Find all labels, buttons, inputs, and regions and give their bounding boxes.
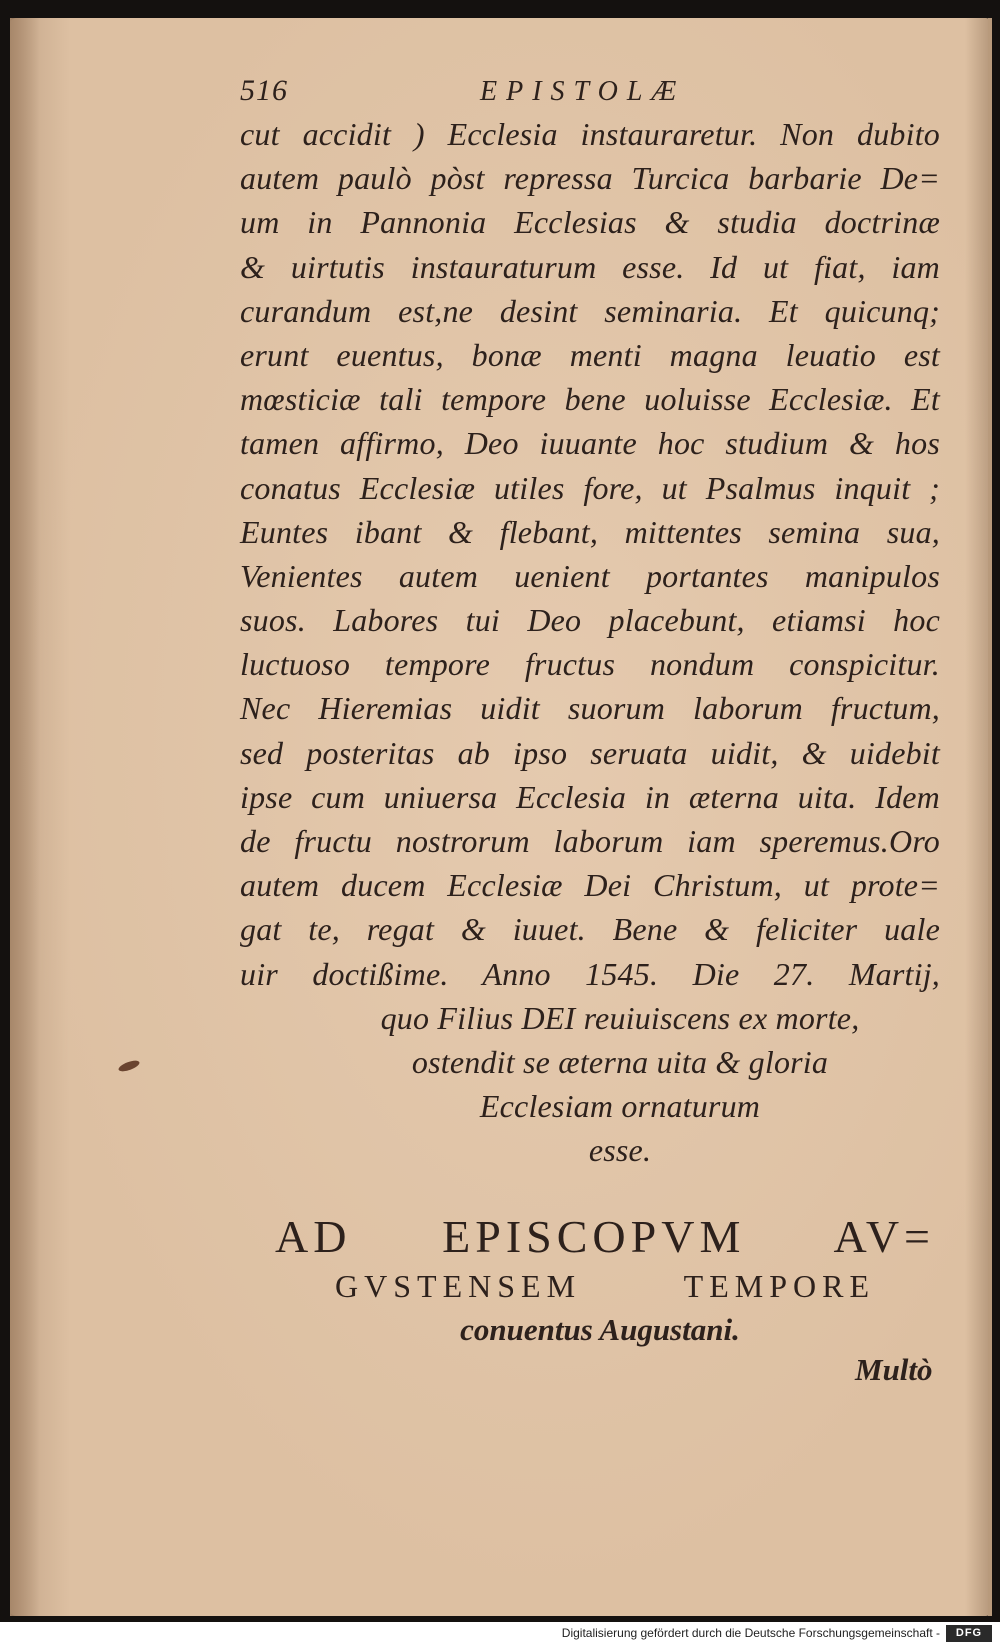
text-line: luctuoso tempore fructus nondum conspicitur. bbox=[240, 646, 940, 683]
text-line: uir doctißime. Anno 1545. Die 27. Martij, bbox=[240, 955, 940, 992]
text-line: & uirtutis instauraturum esse. Id ut fiat, iam bbox=[240, 248, 940, 285]
text-line: sed posteritas ab ipso seruata uidit, & uidebit bbox=[240, 734, 940, 771]
text-line: de fructu nostrorum laborum iam speremus.Oro bbox=[240, 823, 940, 859]
page-edge bbox=[988, 18, 992, 1616]
dfg-logo: DFG bbox=[946, 1625, 992, 1642]
closing-line: quo Filius DEI reuiuiscens ex morte, bbox=[380, 999, 860, 1036]
closing-line: esse. bbox=[588, 1132, 652, 1169]
section-heading-line2: GVSTENSEM TEMPORE bbox=[335, 1268, 875, 1304]
text-line: autem paulò pòst repressa Turcica barbarie De= bbox=[240, 160, 940, 197]
text-line: ipse cum uniuersa Ecclesia in æterna uita. Idem bbox=[240, 778, 940, 815]
text-line: suos. Labores tui Deo placebunt, etiamsi hoc bbox=[240, 602, 940, 639]
section-heading-line1: AD EPISCOPVM AV= bbox=[275, 1211, 935, 1262]
text-line: mœsticiæ tali tempore bene uoluisse Ecclesiæ. Et bbox=[240, 381, 940, 418]
text-line: gat te, regat & iuuet. Bene & feliciter uale bbox=[240, 911, 940, 948]
footer-bar bbox=[0, 1622, 1000, 1646]
catchword: Multò bbox=[855, 1352, 933, 1387]
closing-line: ostendit se æterna uita & gloria bbox=[411, 1043, 829, 1080]
footer-credit: Digitalisierung gefördert durch die Deutsche Forschungsgemeinschaft - bbox=[561, 1626, 940, 1640]
letter-body bbox=[240, 112, 940, 1173]
text-line: Venientes autem uenient portantes manipulos bbox=[240, 557, 940, 594]
text-line: erunt euentus, bonæ menti magna leuatio est bbox=[240, 336, 940, 373]
closing-line: Ecclesiam ornaturum bbox=[479, 1088, 761, 1125]
text-line: curandum est,ne desint seminaria. Et quicunq; bbox=[240, 292, 940, 329]
running-head: EPISTOLÆ bbox=[480, 76, 686, 107]
section-heading-line3: conuentus Augustani. bbox=[460, 1312, 740, 1347]
text-line: conatus Ecclesiæ utiles fore, ut Psalmus inquit ; bbox=[240, 469, 940, 506]
text-line: autem ducem Ecclesiæ Dei Christum, ut prote= bbox=[240, 867, 940, 904]
text-line: Nec Hieremias uidit suorum laborum fructum, bbox=[240, 690, 940, 727]
page-number: 516 bbox=[240, 74, 288, 107]
text-line: Euntes ibant & flebant, mittentes semina sua, bbox=[240, 513, 940, 550]
text-line: um in Pannonia Ecclesias & studia doctrinæ bbox=[240, 204, 940, 241]
text-line: cut accidit ) Ecclesia instauraretur. Non dubito bbox=[240, 116, 940, 152]
page-gutter-shadow bbox=[10, 18, 40, 1616]
text-line: tamen affirmo, Deo iuuante hoc studium & hos bbox=[240, 425, 940, 462]
